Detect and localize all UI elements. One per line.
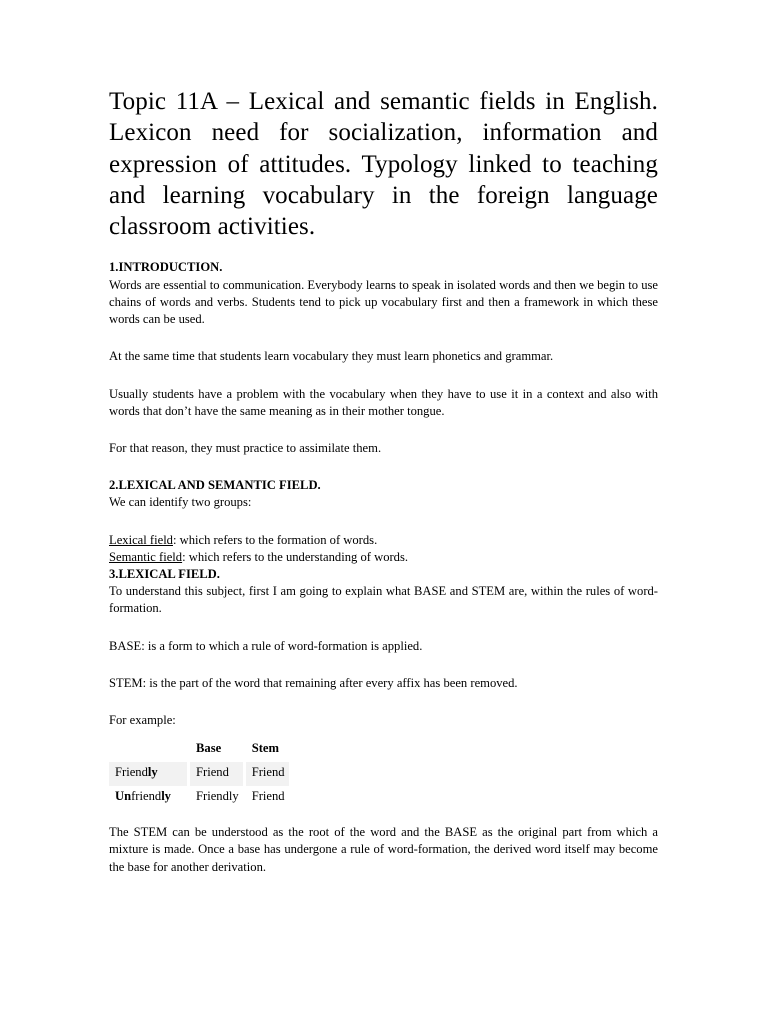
table-header-cell: Stem — [251, 741, 279, 756]
table-row — [109, 762, 289, 786]
table-cell-stem: Friend — [251, 789, 285, 804]
word-part: friend — [131, 789, 162, 804]
paragraph: For that reason, they must practice to assimilate them. — [109, 440, 382, 455]
definition-text: : which refers to the formation of words. — [172, 532, 378, 547]
section-heading-introduction: 1.INTRODUCTION. — [109, 260, 223, 275]
term-semantic-field: Semantic field — [109, 549, 183, 564]
table-header-cell — [109, 740, 187, 762]
term-lexical-field: Lexical field — [109, 532, 173, 547]
table-cell-word — [109, 786, 187, 810]
document-page — [109, 86, 658, 876]
paragraph: At the same time that students learn vocabulary they must learn phonetics and grammar. — [109, 349, 554, 364]
paragraph: STEM: is the part of the word that remaining after every affix has been removed. — [109, 675, 518, 690]
paragraph: The STEM can be understood as the root of the word and the BASE as the original part from which a mixture is made. Once a base has undergone a rule of word-formation, the derived word itself may become the base for another derivation. — [109, 825, 658, 874]
table-row — [109, 786, 289, 810]
document-body — [109, 259, 658, 875]
definition-lexical-field — [109, 532, 658, 549]
definition-text: : which refers to the understanding of words. — [182, 549, 409, 564]
section-heading-lexical-field: 3.LEXICAL FIELD. — [109, 566, 220, 581]
table-cell-base: Friendly — [196, 789, 239, 804]
word-part: Friend — [115, 765, 148, 780]
paragraph: For example: — [109, 712, 176, 727]
word-suffix: ly — [161, 789, 171, 804]
table-cell-stem: Friend — [246, 762, 289, 786]
table-header-cell: Base — [196, 741, 222, 756]
section-heading-lexical-semantic: 2.LEXICAL AND SEMANTIC FIELD. — [109, 478, 321, 493]
table-header-row — [109, 740, 289, 762]
paragraph: Words are essential to communication. Everybody learns to speak in isolated words and then we begin to use chains of words and verbs. Students tend to pick up vocabulary first and then a framework in which these words can be used. — [109, 277, 658, 327]
table-cell-word — [109, 762, 187, 786]
paragraph: BASE: is a form to which a rule of word-formation is applied. — [109, 638, 423, 653]
word-prefix: Un — [115, 789, 132, 804]
word-suffix: ly — [147, 765, 158, 780]
definition-semantic-field — [109, 549, 658, 566]
paragraph: Usually students have a problem with the vocabulary when they have to use it in a context and also with words that don’t have the same meaning as in their mother tongue. — [109, 386, 658, 418]
page-title: Topic 11A – Lexical and semantic fields in English. Lexicon need for socialization, information and expression of attitudes. Typology linked to teaching and learning vocabulary in the foreign language classroom activities. — [109, 88, 658, 241]
table-cell-base: Friend — [190, 762, 243, 786]
paragraph: To understand this subject, first I am going to explain what BASE and STEM are, within the rules of word-formation. — [109, 584, 658, 616]
example-table — [106, 740, 292, 810]
paragraph: We can identify two groups: — [109, 495, 252, 510]
